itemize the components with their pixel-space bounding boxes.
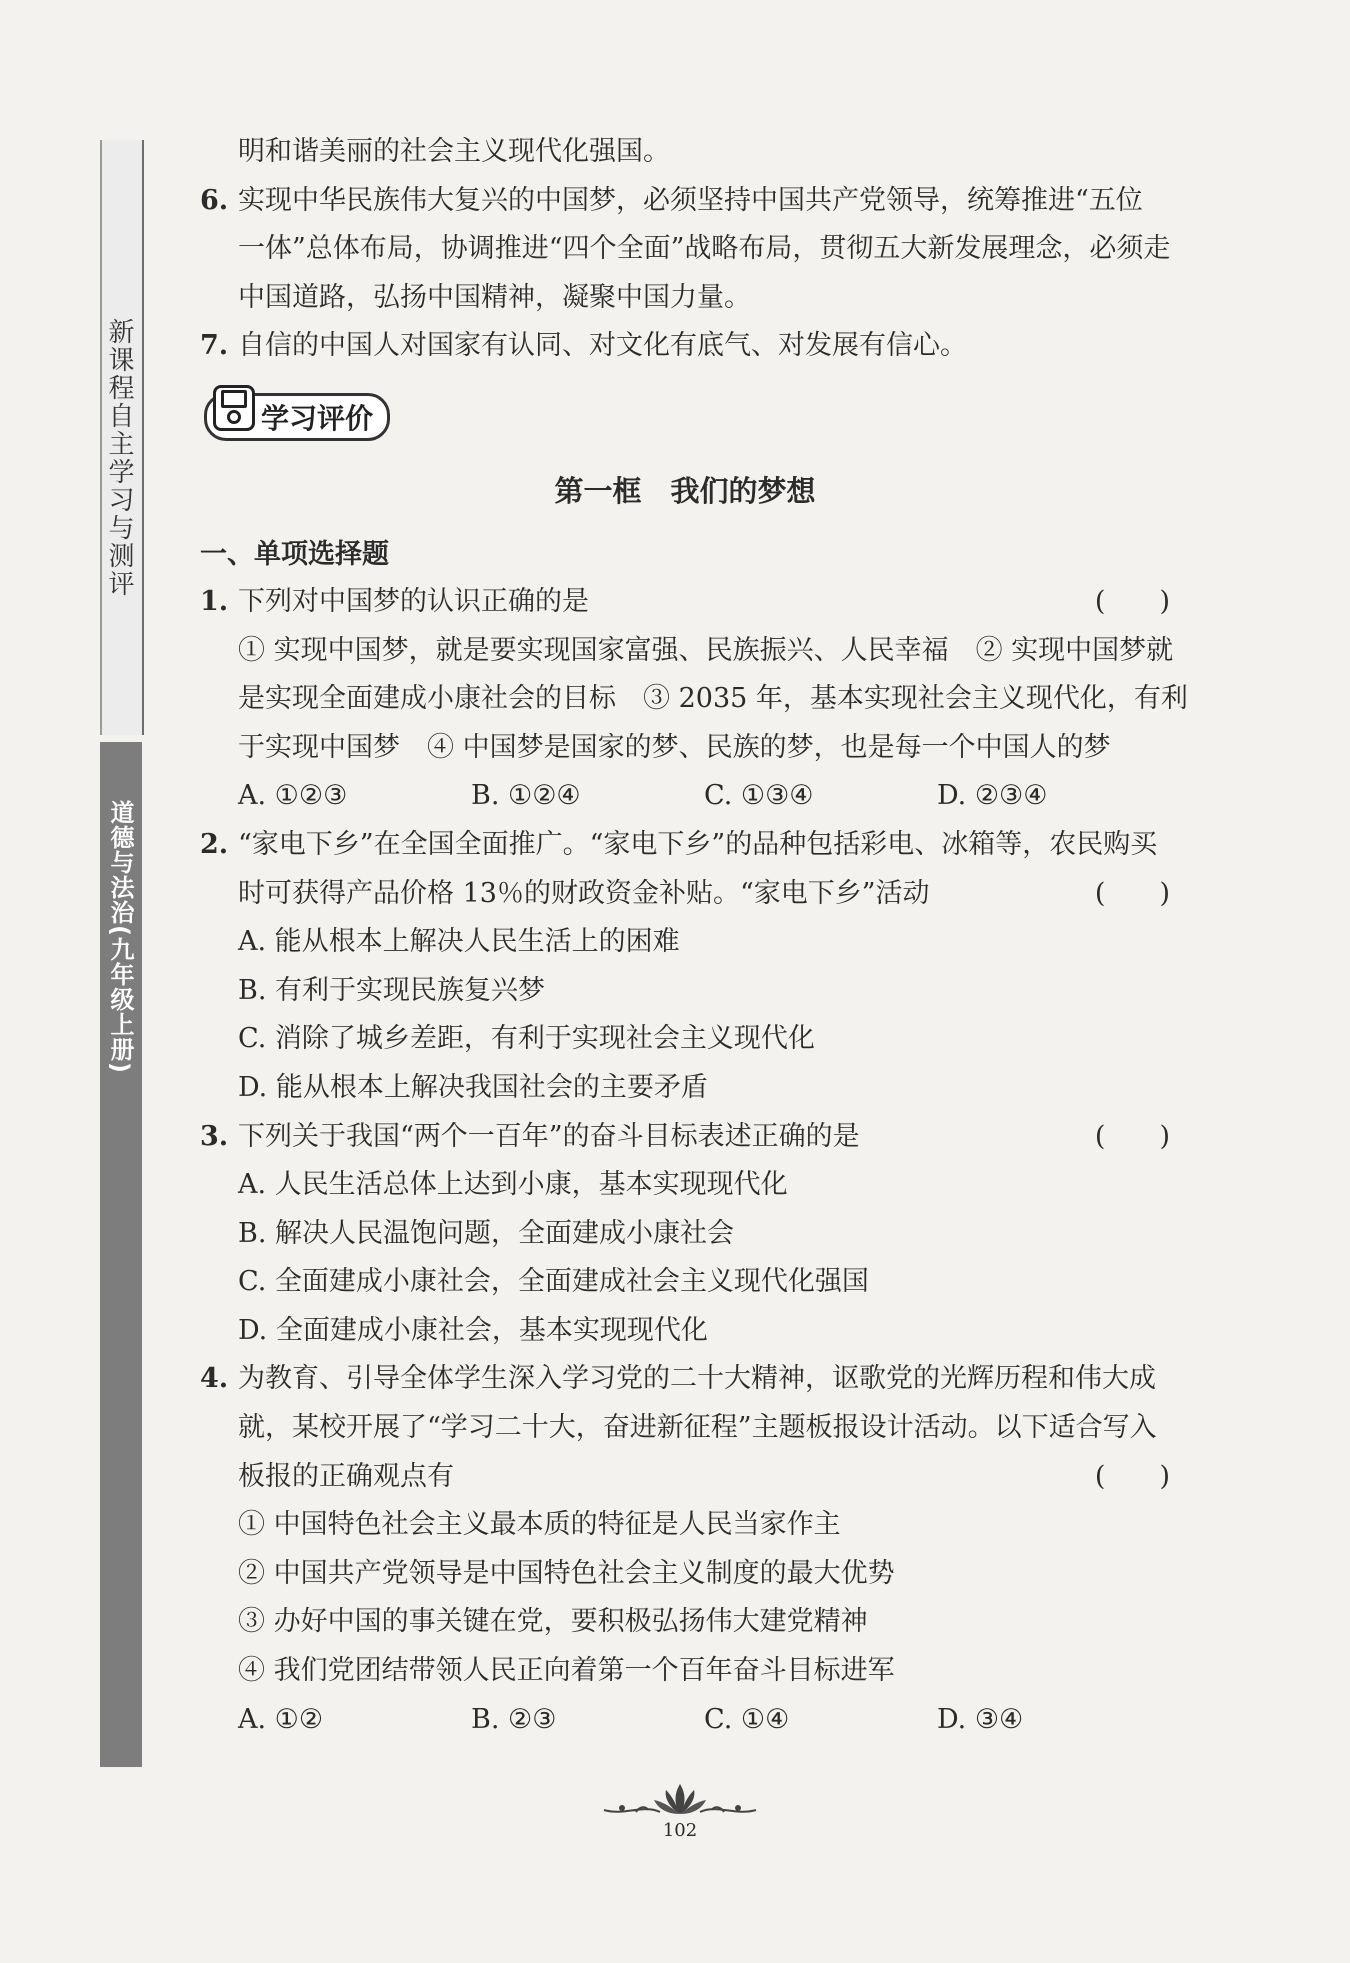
statement-4: ④ 我们党团结带领人民正向着第一个百年奋斗目标进军: [238, 1655, 895, 1687]
option-a: A. 人民生活总体上达到小康，基本实现现代化: [238, 1169, 788, 1201]
option-d: D. 能从根本上解决我国社会的主要矛盾: [238, 1071, 708, 1103]
option-a: A. ①②: [238, 1703, 324, 1735]
options-row: [200, 772, 1170, 821]
item5-continuation: 明和谐美丽的社会主义现代化强国。: [238, 136, 670, 167]
answer-blank: ( ): [1094, 1120, 1170, 1152]
item-text-continued: 中国道路，弘扬中国精神，凝聚中国力量。: [238, 281, 751, 313]
question-4: [200, 1355, 1170, 1404]
item-number: 6.: [200, 184, 229, 216]
statement-2: ② 中国共产党领导是中国特色社会主义制度的最大优势: [238, 1557, 895, 1589]
option-d: D. 全面建成小康社会，基本实现现代化: [238, 1314, 708, 1346]
badge-label: 学习评价: [261, 401, 374, 435]
question-text-line: 时可获得产品价格 13％的财政资金补贴。“家电下乡”活动: [238, 877, 930, 909]
question-text: [200, 1453, 1170, 1502]
item-text-continued: 一体”总体布局，协调推进“四个全面”战略布局，贯彻五大新发展理念，必须走: [238, 233, 1171, 265]
item-text: 自信的中国人对国家有认同、对文化有底气、对发展有信心。: [238, 330, 967, 362]
question-number: 2.: [200, 828, 229, 860]
page-content: [200, 128, 1188, 1744]
answer-blank: ( ): [1094, 877, 1170, 909]
study-evaluation-badge: [204, 387, 1170, 447]
option-c: C. ①③④: [704, 780, 814, 812]
option-b: B. ②③: [471, 1703, 557, 1735]
badge-frame: [204, 393, 390, 441]
side-tab-series-title: 新课程自主学习与测评: [104, 318, 134, 598]
question-3: [200, 1113, 1170, 1162]
question-stem: 为教育、引导全体学生深入学习党的二十大精神，讴歌党的光辉历程和伟大成: [238, 1363, 1156, 1395]
question-text: 于实现中国梦 ④ 中国梦是国家的梦、民族的梦，也是每一个中国人的梦: [238, 731, 1111, 763]
item-text: 实现中华民族伟大复兴的中国梦，必须坚持中国共产党领导，统筹推进“五位: [238, 184, 1143, 216]
option-d: D. ③④: [937, 1703, 1024, 1735]
list-item-7: [200, 322, 1170, 371]
option-b: B. 有利于实现民族复兴梦: [238, 974, 546, 1006]
question-number: 3.: [200, 1120, 229, 1152]
option-c: C. 全面建成小康社会，全面建成社会主义现代化强国: [238, 1266, 869, 1298]
question-text: ① 实现中国梦，就是要实现国家富强、民族振兴、人民幸福 ② 实现中国梦就: [238, 634, 1174, 666]
question-number: 4.: [200, 1363, 229, 1395]
page-footer: [600, 1780, 760, 1860]
option-a: A. 能从根本上解决人民生活上的困难: [238, 926, 680, 958]
options-row: [200, 1696, 1170, 1745]
question-text: [200, 870, 1170, 919]
lotus-ornament-icon: [600, 1780, 760, 1820]
question-stem: “家电下乡”在全国全面推广。“家电下乡”的品种包括彩电、冰箱等，农民购买: [238, 828, 1158, 860]
page-number: 102: [662, 1820, 698, 1841]
question-stem: 下列关于我国“两个一百年”的奋斗目标表述正确的是: [238, 1120, 860, 1152]
floppy-disk-icon: [213, 385, 255, 431]
question-stem: 下列对中国梦的认识正确的是: [238, 585, 589, 617]
side-tab-subject: 道德与法治(九年级上册): [106, 800, 134, 1074]
question-text-line: 板报的正确观点有: [238, 1460, 454, 1492]
subhead-single-choice: 一、单项选择题: [200, 538, 389, 570]
option-c: C. ①④: [704, 1703, 790, 1735]
question-2: [200, 821, 1170, 870]
question-text: 是实现全面建成小康社会的目标 ③ 2035 年，基本实现社会主义现代化，有利: [238, 683, 1188, 715]
statement-3: ③ 办好中国的事关键在党，要积极弘扬伟大建党精神: [238, 1606, 868, 1638]
question-number: 1.: [200, 585, 229, 617]
answer-blank: ( ): [1094, 585, 1170, 617]
option-b: B. 解决人民温饱问题，全面建成小康社会: [238, 1217, 735, 1249]
option-b: B. ①②④: [471, 780, 581, 812]
option-d: D. ②③④: [937, 780, 1048, 812]
item-number: 7.: [200, 330, 229, 362]
question-1: [200, 578, 1170, 627]
statement-1: ① 中国特色社会主义最本质的特征是人民当家作主: [238, 1509, 841, 1541]
option-a: A. ①②③: [238, 780, 348, 812]
answer-blank: ( ): [1094, 1460, 1170, 1492]
option-c: C. 消除了城乡差距，有利于实现社会主义现代化: [238, 1023, 815, 1055]
list-item-6: [200, 177, 1170, 226]
question-text: 就，某校开展了“学习二十大，奋进新征程”主题板报设计活动。以下适合写入: [238, 1412, 1157, 1444]
section-title: 第一框 我们的梦想: [554, 473, 816, 508]
